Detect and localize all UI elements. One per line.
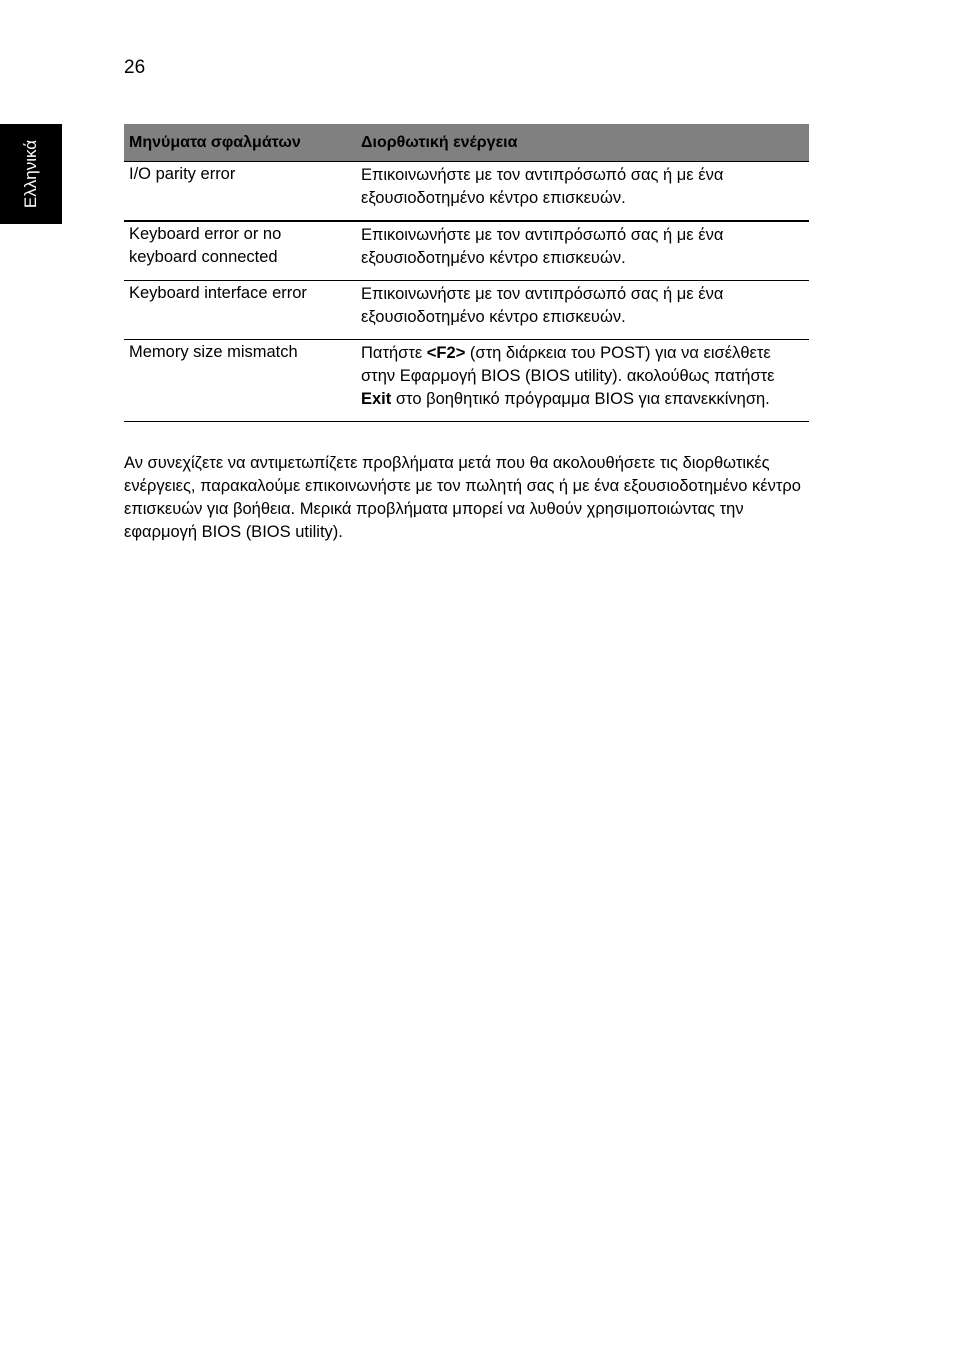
action-cell: Επικοινωνήστε με τον αντιπρόσωπό σας ή με ένα εξουσιοδοτημένο κέντρο επισκευών. — [356, 221, 809, 281]
language-tab-label: Ελληνικά — [21, 139, 40, 209]
table-row — [124, 162, 809, 222]
error-messages-table — [124, 124, 809, 422]
error-cell: Keyboard interface error — [124, 281, 356, 340]
action-text: (στη διάρκεια του POST) για να εισέλθετε στην Εφαρμογή BIOS (BIOS utility). ακολούθως πατήστε — [361, 344, 775, 385]
action-cell — [356, 340, 809, 422]
table-row — [124, 221, 809, 281]
table-header-row — [124, 124, 809, 162]
table-row — [124, 281, 809, 340]
language-side-tab — [0, 124, 62, 224]
header-corrective-action: Διορθωτική ενέργεια — [356, 124, 809, 162]
exit-label: Exit — [361, 390, 392, 408]
error-cell: Keyboard error or no keyboard connected — [124, 221, 356, 281]
f2-key-label: <F2> — [426, 344, 466, 362]
action-cell: Επικοινωνήστε με τον αντιπρόσωπό σας ή με ένα εξουσιοδοτημένο κέντρο επισκευών. — [356, 281, 809, 340]
action-text: στο βοηθητικό πρόγραμμα BIOS για επανεκκίνηση. — [391, 390, 770, 408]
header-error-messages: Μηνύματα σφαλμάτων — [124, 124, 356, 162]
table-row — [124, 340, 809, 422]
page-number: 26 — [124, 57, 146, 78]
troubleshooting-note: Αν συνεχίζετε να αντιμετωπίζετε προβλήματα μετά που θα ακολουθήσετε τις διορθωτικές ενέργειες, παρακαλούμε επικοινωνήστε με τον πωλητή σας ή με ένα εξουσιοδοτημένο κέντρο επισκευών για βοήθεια. Μερικά προβλήματα μπορεί να λυθούν χρησιμοποιώντας την εφαρμογή BIOS (BIOS utility). — [124, 454, 801, 541]
error-cell: Memory size mismatch — [124, 340, 356, 422]
error-cell: I/O parity error — [124, 162, 356, 222]
action-text: Πατήστε — [361, 344, 427, 362]
action-cell: Επικοινωνήστε με τον αντιπρόσωπό σας ή με ένα εξουσιοδοτημένο κέντρο επισκευών. — [356, 162, 809, 222]
